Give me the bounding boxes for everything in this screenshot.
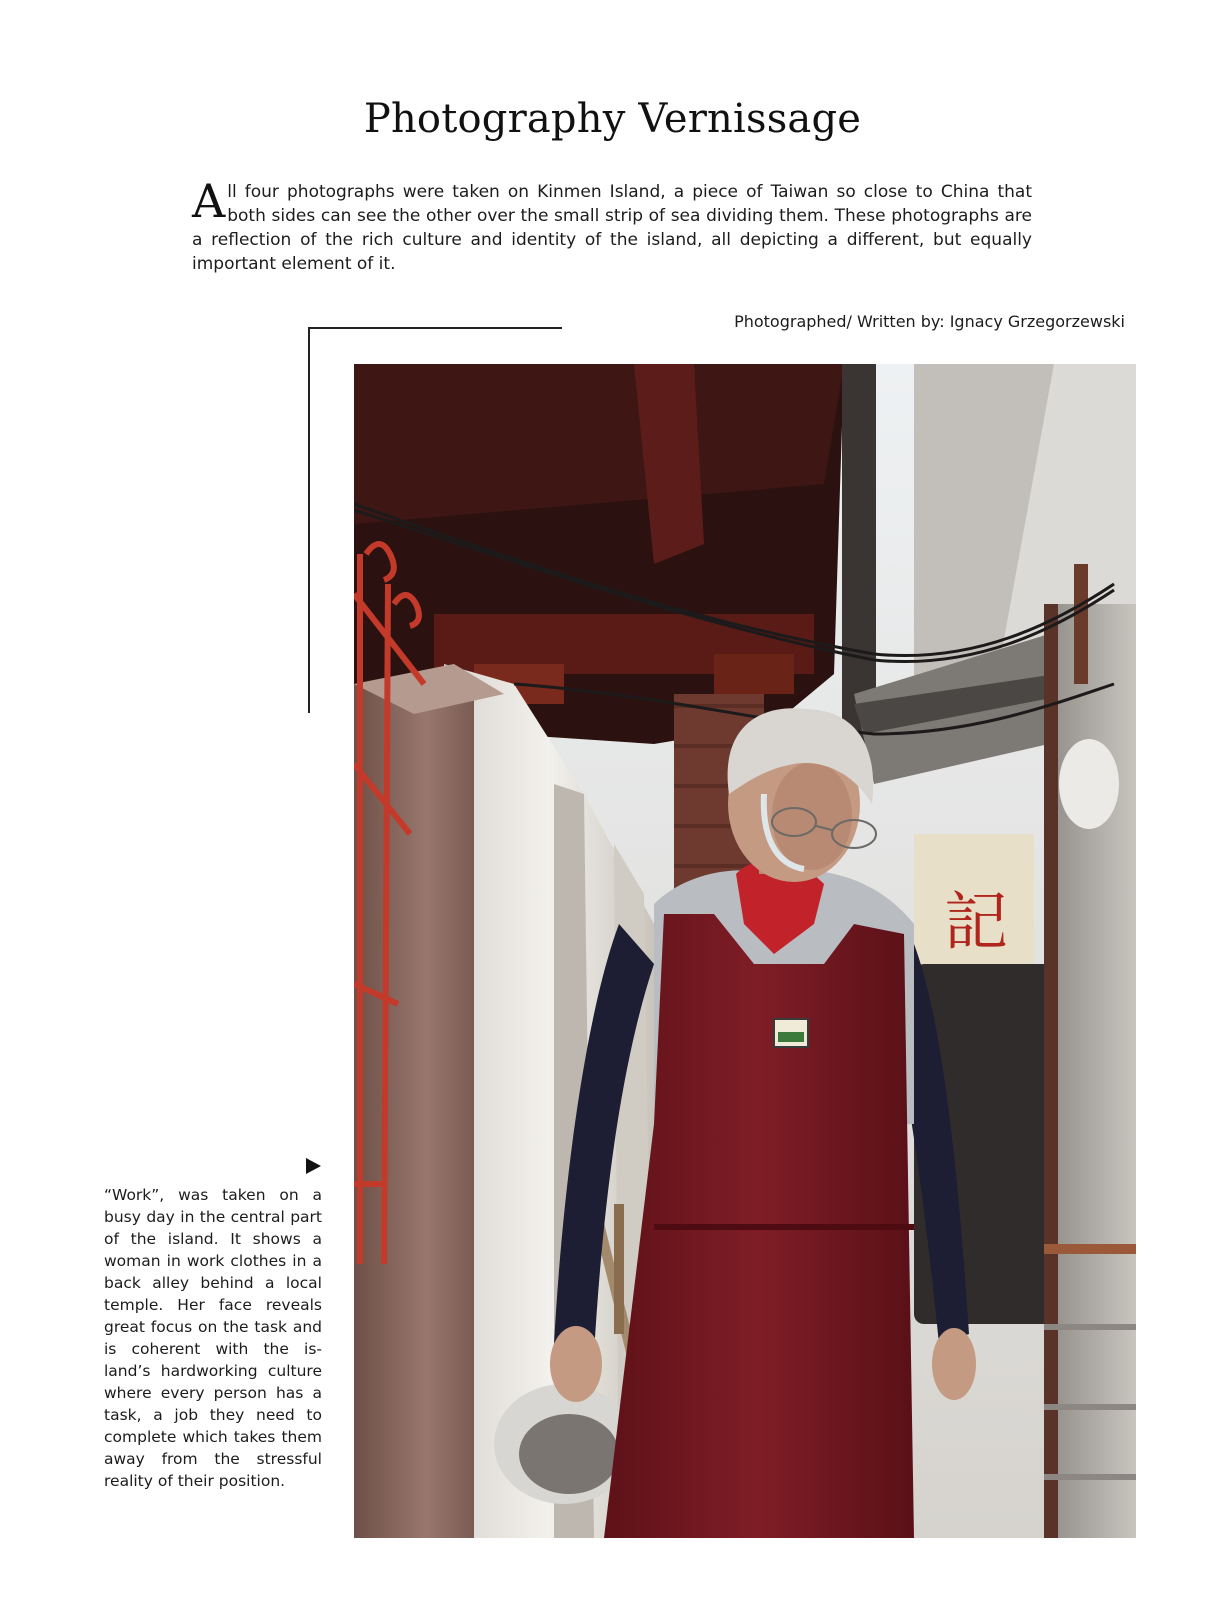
photo-work xyxy=(354,364,1136,1538)
frame-line-vertical xyxy=(308,327,310,713)
photo-woman-left-hand xyxy=(550,1326,602,1402)
frame-line-horizontal xyxy=(308,327,562,329)
photo-woman-right-hand xyxy=(932,1328,976,1400)
drop-cap: A xyxy=(192,174,226,228)
intro-paragraph xyxy=(192,174,1032,276)
photo-drainpipe xyxy=(842,364,876,744)
intro-text: ll four photographs were taken on Kinmen Island, a piece of Taiwan so close to China that both sides can see the other over the small strip of sea dividing them. These photographs are a reflection of the rich culture and identity of the island, all depicting a different, but equally important element of it. xyxy=(192,182,1032,274)
photo-stone-pillar xyxy=(354,664,474,1538)
page-title: Photography Vernissage xyxy=(363,96,862,142)
caption-arrow-icon xyxy=(306,1158,321,1174)
photo-plastic-bag-right xyxy=(1059,739,1119,829)
photo-credit: Photographed/ Written by: Ignacy Grzegorzewski xyxy=(734,312,1125,331)
photo-sign-character: 記 xyxy=(944,886,1008,960)
photo-caption: “Work”, was taken on a busy day in the central part of the island. It shows a woman in work clothes in a back alley behind a local temple. Her face reveals great focus on the task and is coherent with the island’s hardworking culture where every person has a task, a job they need to complete which takes them away from the stressful reality of their position. xyxy=(104,1186,322,1490)
